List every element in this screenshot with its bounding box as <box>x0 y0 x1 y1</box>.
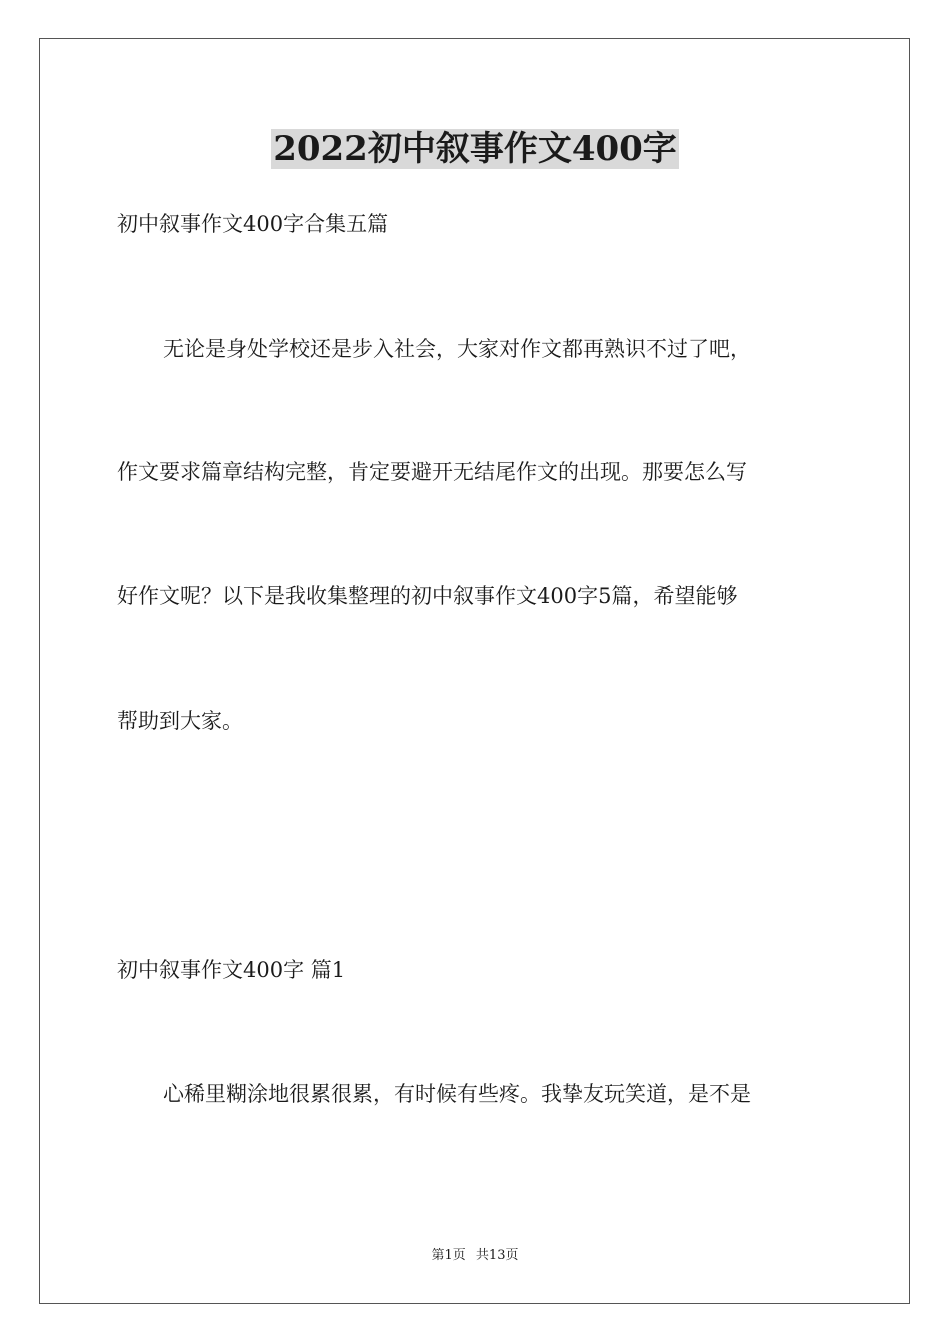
document-title <box>0 127 950 171</box>
document-subtitle: 初中叙事作文400字合集五篇 <box>117 212 389 236</box>
page-number: 第1页 共13页 <box>431 1248 519 1263</box>
section-heading: 初中叙事作文400字 篇1 <box>117 958 346 982</box>
paragraph-line: 好作文呢？以下是我收集整理的初中叙事作文400字5篇，希望能够 <box>117 584 738 608</box>
paragraph-line: 帮助到大家。 <box>117 709 243 733</box>
paragraph-line: 无论是身处学校还是步入社会，大家对作文都再熟识不过了吧， <box>163 337 751 361</box>
document-title-text: 2022初中叙事作文400字 <box>273 129 677 169</box>
paragraph-line: 作文要求篇章结构完整，肯定要避开无结尾作文的出现。那要怎么写 <box>117 460 747 484</box>
paragraph-line: 心稀里糊涂地很累很累，有时候有些疼。我挚友玩笑道，是不是 <box>163 1082 751 1106</box>
